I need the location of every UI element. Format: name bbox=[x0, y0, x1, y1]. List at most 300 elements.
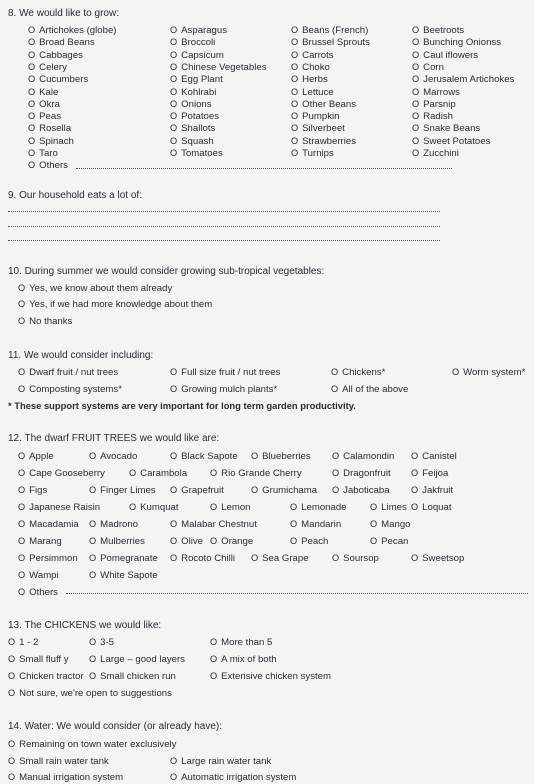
option-label: Grumichama bbox=[262, 485, 318, 496]
checkbox-circle-icon[interactable]: O bbox=[89, 451, 97, 461]
option-label: Kale bbox=[39, 87, 59, 98]
option-checkbox[interactable] bbox=[170, 771, 296, 784]
option-checkbox[interactable] bbox=[332, 467, 391, 480]
checkbox-circle-icon[interactable]: O bbox=[170, 367, 178, 377]
option-label: Chinese Vegetables bbox=[181, 62, 267, 73]
option-checkbox[interactable] bbox=[28, 73, 88, 86]
option-checkbox[interactable] bbox=[170, 755, 271, 768]
checkbox-circle-icon[interactable]: O bbox=[28, 123, 36, 133]
checkbox-circle-icon[interactable]: O bbox=[170, 451, 178, 461]
option-label: Herbs bbox=[302, 74, 328, 85]
checkbox-circle-icon[interactable]: O bbox=[28, 148, 36, 158]
checkbox-circle-icon[interactable]: O bbox=[89, 654, 97, 664]
option-checkbox[interactable] bbox=[331, 383, 408, 396]
q13-title: 13. The CHICKENS we would like: bbox=[8, 620, 162, 631]
option-checkbox[interactable] bbox=[89, 518, 138, 531]
option-label: Caul iflowers bbox=[423, 50, 479, 61]
option-checkbox[interactable] bbox=[370, 501, 407, 514]
option-checkbox[interactable] bbox=[291, 122, 345, 135]
option-label: Others bbox=[39, 160, 68, 171]
option-label: Zucchini bbox=[423, 148, 459, 159]
checkbox-circle-icon[interactable]: O bbox=[170, 62, 178, 72]
checkbox-circle-icon[interactable]: O bbox=[332, 485, 340, 495]
checkbox-circle-icon[interactable]: O bbox=[170, 111, 178, 121]
checkbox-circle-icon[interactable]: O bbox=[28, 99, 36, 109]
option-checkbox[interactable] bbox=[170, 366, 280, 379]
option-label: Others bbox=[29, 587, 58, 598]
checkbox-circle-icon[interactable]: O bbox=[8, 671, 16, 681]
option-label: Turnips bbox=[302, 148, 334, 159]
option-checkbox[interactable] bbox=[18, 518, 79, 531]
checkbox-circle-icon[interactable]: O bbox=[290, 502, 298, 512]
checkbox-circle-icon[interactable]: O bbox=[129, 502, 137, 512]
option-checkbox[interactable] bbox=[18, 501, 100, 514]
option-label: Beetroots bbox=[423, 25, 465, 36]
option-checkbox[interactable] bbox=[89, 670, 176, 683]
checkbox-circle-icon[interactable]: O bbox=[251, 553, 259, 563]
checkbox-circle-icon[interactable]: O bbox=[210, 536, 218, 546]
option-label: Rocoto Chilli bbox=[181, 553, 236, 564]
option-label: No thanks bbox=[29, 316, 73, 327]
checkbox-circle-icon[interactable]: O bbox=[18, 485, 26, 495]
checkbox-circle-icon[interactable]: O bbox=[291, 50, 299, 60]
option-checkbox[interactable] bbox=[290, 535, 328, 548]
option-label: Peach bbox=[301, 536, 329, 547]
checkbox-circle-icon[interactable]: O bbox=[370, 502, 378, 512]
checkbox-circle-icon[interactable]: O bbox=[170, 772, 178, 782]
option-label: Squash bbox=[181, 136, 214, 147]
option-checkbox[interactable] bbox=[210, 467, 302, 480]
q9-answer-line-3[interactable] bbox=[8, 240, 440, 241]
checkbox-circle-icon[interactable]: O bbox=[170, 485, 178, 495]
option-label: Jerusalem Artichokes bbox=[423, 74, 515, 85]
checkbox-circle-icon[interactable]: O bbox=[170, 74, 178, 84]
checkbox-circle-icon[interactable]: O bbox=[28, 37, 36, 47]
option-label: More than 5 bbox=[221, 637, 273, 648]
checkbox-circle-icon[interactable]: O bbox=[210, 637, 218, 647]
checkbox-circle-icon[interactable]: O bbox=[8, 772, 16, 782]
option-label: Manual irrigation system bbox=[19, 772, 124, 783]
checkbox-circle-icon[interactable]: O bbox=[411, 502, 419, 512]
option-checkbox[interactable] bbox=[251, 552, 309, 565]
option-checkbox[interactable] bbox=[8, 636, 38, 649]
checkbox-circle-icon[interactable]: O bbox=[18, 384, 26, 394]
option-checkbox[interactable] bbox=[210, 636, 272, 649]
option-checkbox[interactable] bbox=[332, 484, 390, 497]
option-checkbox[interactable] bbox=[18, 484, 47, 497]
checkbox-circle-icon[interactable]: O bbox=[170, 50, 178, 60]
option-checkbox[interactable] bbox=[8, 755, 109, 768]
option-label: Not sure, we're open to suggestions bbox=[19, 688, 172, 699]
option-checkbox[interactable] bbox=[412, 147, 459, 160]
option-label: Grapefruit bbox=[181, 485, 224, 496]
checkbox-circle-icon[interactable]: O bbox=[411, 485, 419, 495]
option-checkbox[interactable] bbox=[290, 518, 341, 531]
checkbox-circle-icon[interactable]: O bbox=[210, 671, 218, 681]
checkbox-circle-icon[interactable]: O bbox=[411, 468, 419, 478]
option-label: Kumquat bbox=[140, 502, 179, 513]
checkbox-circle-icon[interactable]: O bbox=[89, 519, 97, 529]
checkbox-circle-icon[interactable]: O bbox=[210, 468, 218, 478]
option-label: Wampi bbox=[29, 570, 59, 581]
checkbox-circle-icon[interactable]: O bbox=[170, 756, 178, 766]
checkbox-circle-icon[interactable]: O bbox=[89, 553, 97, 563]
option-label: Mandarin bbox=[301, 519, 342, 530]
option-label: All of the above bbox=[342, 384, 409, 395]
option-label: Strawberries bbox=[302, 136, 357, 147]
option-label: Beans (French) bbox=[302, 25, 369, 36]
checkbox-circle-icon[interactable]: O bbox=[8, 654, 16, 664]
checkbox-circle-icon[interactable]: O bbox=[170, 25, 178, 35]
checkbox-circle-icon[interactable]: O bbox=[89, 536, 97, 546]
option-checkbox[interactable] bbox=[411, 450, 457, 463]
option-label: Dragonfruit bbox=[343, 468, 391, 479]
option-label: Rio Grande Cherry bbox=[221, 468, 302, 479]
option-checkbox[interactable] bbox=[332, 552, 379, 565]
checkbox-circle-icon[interactable]: O bbox=[332, 468, 340, 478]
checkbox-circle-icon[interactable]: O bbox=[452, 367, 460, 377]
option-label: Pecan bbox=[381, 536, 409, 547]
checkbox-circle-icon[interactable]: O bbox=[8, 637, 16, 647]
checkbox-circle-icon[interactable]: O bbox=[28, 160, 36, 170]
option-checkbox[interactable] bbox=[291, 73, 328, 86]
checkbox-circle-icon[interactable]: O bbox=[412, 25, 420, 35]
option-label: Bunching Onionss bbox=[423, 37, 502, 48]
q10-title: 10. During summer we would consider growing sub-tropical vegetables: bbox=[8, 266, 325, 277]
checkbox-circle-icon[interactable]: O bbox=[370, 536, 378, 546]
checkbox-circle-icon[interactable]: O bbox=[332, 553, 340, 563]
checkbox-circle-icon[interactable]: O bbox=[18, 316, 26, 326]
option-label: Large – good layers bbox=[100, 654, 185, 665]
checkbox-circle-icon[interactable]: O bbox=[370, 519, 378, 529]
checkbox-circle-icon[interactable]: O bbox=[18, 283, 26, 293]
q9-title: 9. Our household eats a lot of: bbox=[8, 190, 142, 201]
checkbox-circle-icon[interactable]: O bbox=[291, 99, 299, 109]
option-label: Sweet Potatoes bbox=[423, 136, 491, 147]
option-label: 3-5 bbox=[100, 637, 115, 648]
option-label: Kohlrabi bbox=[181, 87, 217, 98]
checkbox-circle-icon[interactable]: O bbox=[411, 451, 419, 461]
option-checkbox[interactable] bbox=[412, 122, 480, 135]
option-checkbox[interactable] bbox=[170, 484, 224, 497]
q11-note: * These support systems are very important for long term garden productivity. bbox=[8, 400, 356, 411]
option-checkbox[interactable] bbox=[210, 501, 251, 514]
option-label: Dwarf fruit / nut trees bbox=[29, 367, 119, 378]
option-checkbox[interactable] bbox=[89, 636, 114, 649]
checkbox-circle-icon[interactable]: O bbox=[412, 62, 420, 72]
option-label: White Sapote bbox=[100, 570, 158, 581]
checkbox-circle-icon[interactable]: O bbox=[170, 553, 178, 563]
checkbox-circle-icon[interactable]: O bbox=[170, 99, 178, 109]
checkbox-circle-icon[interactable]: O bbox=[412, 99, 420, 109]
option-checkbox[interactable] bbox=[290, 501, 347, 514]
option-checkbox[interactable] bbox=[452, 366, 525, 379]
option-label: Jaboticaba bbox=[343, 485, 390, 496]
option-label: Marang bbox=[29, 536, 62, 547]
checkbox-circle-icon[interactable]: O bbox=[18, 299, 26, 309]
checkbox-circle-icon[interactable]: O bbox=[170, 536, 178, 546]
checkbox-circle-icon[interactable]: O bbox=[331, 384, 339, 394]
option-checkbox[interactable] bbox=[411, 501, 452, 514]
option-label: Soursop bbox=[343, 553, 379, 564]
option-label: Jakfruit bbox=[422, 485, 454, 496]
checkbox-circle-icon[interactable]: O bbox=[251, 485, 259, 495]
checkbox-circle-icon[interactable]: O bbox=[28, 136, 36, 146]
option-checkbox[interactable] bbox=[89, 484, 156, 497]
option-label: Growing mulch plants* bbox=[181, 384, 278, 395]
option-label: Pomegranate bbox=[100, 553, 158, 564]
checkbox-circle-icon[interactable]: O bbox=[412, 136, 420, 146]
option-label: Persimmon bbox=[29, 553, 78, 564]
option-checkbox[interactable] bbox=[251, 484, 317, 497]
checkbox-circle-icon[interactable]: O bbox=[170, 37, 178, 47]
option-checkbox[interactable] bbox=[370, 535, 408, 548]
option-checkbox[interactable] bbox=[170, 383, 277, 396]
option-label: Apple bbox=[29, 451, 54, 462]
option-checkbox[interactable] bbox=[170, 518, 257, 531]
option-label: Malabar Chestnut bbox=[181, 519, 257, 530]
checkbox-circle-icon[interactable]: O bbox=[412, 148, 420, 158]
option-checkbox[interactable] bbox=[331, 366, 385, 379]
option-label: Parsnip bbox=[423, 99, 456, 110]
checkbox-circle-icon[interactable]: O bbox=[291, 25, 299, 35]
checkbox-circle-icon[interactable]: O bbox=[89, 637, 97, 647]
option-label: Yes, if we had more knowledge about them bbox=[29, 299, 213, 310]
checkbox-circle-icon[interactable]: O bbox=[170, 148, 178, 158]
option-checkbox[interactable] bbox=[170, 552, 235, 565]
option-label: Peas bbox=[39, 111, 62, 122]
checkbox-circle-icon[interactable]: O bbox=[412, 87, 420, 97]
option-label: Choko bbox=[302, 62, 330, 73]
checkbox-circle-icon[interactable]: O bbox=[18, 553, 26, 563]
option-checkbox[interactable] bbox=[412, 36, 501, 49]
option-checkbox[interactable] bbox=[170, 535, 203, 548]
option-label: Rosella bbox=[39, 123, 72, 134]
option-checkbox[interactable] bbox=[8, 771, 123, 784]
option-label: Automatic irrigation system bbox=[181, 772, 297, 783]
option-label: A mix of both bbox=[221, 654, 277, 665]
checkbox-circle-icon[interactable]: O bbox=[89, 485, 97, 495]
option-checkbox[interactable] bbox=[89, 552, 158, 565]
checkbox-circle-icon[interactable]: O bbox=[331, 367, 339, 377]
option-checkbox[interactable] bbox=[89, 535, 145, 548]
option-checkbox[interactable] bbox=[291, 147, 334, 160]
option-label: Blueberries bbox=[262, 451, 311, 462]
checkbox-circle-icon[interactable]: O bbox=[412, 74, 420, 84]
option-label: Sweetsop bbox=[422, 553, 465, 564]
option-label: Broccoli bbox=[181, 37, 216, 48]
option-label: Figs bbox=[29, 485, 48, 496]
option-checkbox[interactable] bbox=[251, 450, 311, 463]
checkbox-circle-icon[interactable]: O bbox=[8, 739, 16, 749]
option-label: Worm system* bbox=[463, 367, 526, 378]
option-checkbox[interactable] bbox=[89, 450, 137, 463]
option-checkbox[interactable] bbox=[28, 36, 95, 49]
option-label: Egg Plant bbox=[181, 74, 223, 85]
q9-answer-line-2[interactable] bbox=[8, 226, 440, 227]
option-label: Small fluff y bbox=[19, 654, 69, 665]
checkbox-circle-icon[interactable]: O bbox=[290, 536, 298, 546]
checkbox-circle-icon[interactable]: O bbox=[8, 756, 16, 766]
checkbox-circle-icon[interactable]: O bbox=[18, 519, 26, 529]
option-checkbox[interactable] bbox=[18, 586, 58, 599]
checkbox-circle-icon[interactable]: O bbox=[412, 37, 420, 47]
option-checkbox[interactable] bbox=[129, 467, 187, 480]
option-checkbox[interactable] bbox=[332, 450, 394, 463]
option-checkbox[interactable] bbox=[18, 282, 172, 295]
checkbox-circle-icon[interactable]: O bbox=[251, 451, 259, 461]
checkbox-circle-icon[interactable]: O bbox=[412, 50, 420, 60]
option-checkbox[interactable] bbox=[18, 315, 72, 328]
option-label: 1 - 2 bbox=[19, 637, 39, 648]
checkbox-circle-icon[interactable]: O bbox=[28, 111, 36, 121]
option-label: Capsicum bbox=[181, 50, 224, 61]
checkbox-circle-icon[interactable]: O bbox=[291, 74, 299, 84]
option-label: Other Beans bbox=[302, 99, 357, 110]
option-checkbox[interactable] bbox=[18, 535, 62, 548]
checkbox-circle-icon[interactable]: O bbox=[290, 519, 298, 529]
option-checkbox[interactable] bbox=[89, 653, 185, 666]
option-checkbox[interactable] bbox=[129, 501, 179, 514]
option-label: Okra bbox=[39, 99, 60, 110]
checkbox-circle-icon[interactable]: O bbox=[412, 123, 420, 133]
option-checkbox[interactable] bbox=[210, 653, 277, 666]
checkbox-circle-icon[interactable]: O bbox=[412, 111, 420, 121]
option-checkbox[interactable] bbox=[412, 73, 514, 86]
option-label: Tomatoes bbox=[181, 148, 223, 159]
checkbox-circle-icon[interactable]: O bbox=[28, 74, 36, 84]
option-label: Limes bbox=[381, 502, 407, 513]
option-label: Radish bbox=[423, 111, 454, 122]
option-label: Carambola bbox=[140, 468, 188, 479]
checkbox-circle-icon[interactable]: O bbox=[291, 123, 299, 133]
option-checkbox[interactable] bbox=[18, 383, 122, 396]
q9-answer-line-1[interactable] bbox=[8, 211, 440, 212]
option-label: Yes, we know about them already bbox=[29, 283, 173, 294]
checkbox-circle-icon[interactable]: O bbox=[28, 50, 36, 60]
option-checkbox[interactable] bbox=[170, 36, 215, 49]
option-label: Loquat bbox=[422, 502, 452, 513]
checkbox-circle-icon[interactable]: O bbox=[8, 688, 16, 698]
checkbox-circle-icon[interactable]: O bbox=[170, 136, 178, 146]
option-checkbox[interactable] bbox=[8, 670, 84, 683]
option-checkbox[interactable] bbox=[170, 73, 223, 86]
option-label: Potatoes bbox=[181, 111, 220, 122]
option-checkbox[interactable] bbox=[411, 552, 464, 565]
checkbox-circle-icon[interactable]: O bbox=[170, 384, 178, 394]
checkbox-circle-icon[interactable]: O bbox=[291, 87, 299, 97]
option-label: Lettuce bbox=[302, 87, 334, 98]
option-checkbox[interactable] bbox=[291, 36, 370, 49]
checkbox-circle-icon[interactable]: O bbox=[291, 62, 299, 72]
option-label: Lemon bbox=[221, 502, 251, 513]
option-checkbox[interactable] bbox=[411, 484, 453, 497]
option-checkbox[interactable] bbox=[18, 366, 118, 379]
option-checkbox[interactable] bbox=[18, 450, 54, 463]
checkbox-circle-icon[interactable]: O bbox=[18, 536, 26, 546]
checkbox-circle-icon[interactable]: O bbox=[28, 25, 36, 35]
option-label: Small chicken run bbox=[100, 671, 176, 682]
checkbox-circle-icon[interactable]: O bbox=[291, 37, 299, 47]
checkbox-circle-icon[interactable]: O bbox=[411, 553, 419, 563]
option-checkbox[interactable] bbox=[8, 653, 69, 666]
checkbox-circle-icon[interactable]: O bbox=[28, 87, 36, 97]
option-label: Small rain water tank bbox=[19, 756, 109, 767]
option-checkbox[interactable] bbox=[210, 670, 331, 683]
checkbox-circle-icon[interactable]: O bbox=[28, 62, 36, 72]
option-label: Silverbeet bbox=[302, 123, 345, 134]
option-label: Chickens* bbox=[342, 367, 386, 378]
q8-title: 8. We would like to grow: bbox=[8, 8, 119, 19]
checkbox-circle-icon[interactable]: O bbox=[332, 451, 340, 461]
q12-title: 12. The dwarf FRUIT TREES we would like are: bbox=[8, 433, 220, 444]
option-label: Marrows bbox=[423, 87, 460, 98]
option-label: Full size fruit / nut trees bbox=[181, 367, 281, 378]
q11-title: 11. We would consider including: bbox=[8, 350, 154, 361]
option-checkbox[interactable] bbox=[170, 450, 238, 463]
option-label: Snake Beans bbox=[423, 123, 481, 134]
option-checkbox[interactable] bbox=[170, 147, 223, 160]
option-label: Artichokes (globe) bbox=[39, 25, 117, 36]
checkbox-circle-icon[interactable]: O bbox=[291, 136, 299, 146]
option-label: Lemonade bbox=[301, 502, 347, 513]
option-checkbox[interactable] bbox=[28, 159, 68, 172]
option-label: Cabbages bbox=[39, 50, 83, 61]
option-label: Avocado bbox=[100, 451, 138, 462]
checkbox-circle-icon[interactable]: O bbox=[18, 570, 26, 580]
checkbox-circle-icon[interactable]: O bbox=[89, 570, 97, 580]
option-checkbox[interactable] bbox=[18, 467, 105, 480]
checkbox-circle-icon[interactable]: O bbox=[89, 671, 97, 681]
option-label: Canistel bbox=[422, 451, 457, 462]
checkbox-circle-icon[interactable]: O bbox=[18, 367, 26, 377]
checkbox-circle-icon[interactable]: O bbox=[210, 502, 218, 512]
option-label: Orange bbox=[221, 536, 254, 547]
option-checkbox[interactable] bbox=[89, 569, 158, 582]
option-checkbox[interactable] bbox=[18, 569, 59, 582]
option-checkbox[interactable] bbox=[370, 518, 411, 531]
option-label: Japanese Raisin bbox=[29, 502, 101, 513]
checkbox-circle-icon[interactable]: O bbox=[170, 123, 178, 133]
option-checkbox[interactable] bbox=[8, 687, 172, 700]
option-checkbox[interactable] bbox=[210, 535, 253, 548]
option-label: Onions bbox=[181, 99, 212, 110]
checkbox-circle-icon[interactable]: O bbox=[291, 111, 299, 121]
option-label: Calamondin bbox=[343, 451, 395, 462]
option-label: Macadamia bbox=[29, 519, 79, 530]
option-checkbox[interactable] bbox=[28, 122, 71, 135]
checkbox-circle-icon[interactable]: O bbox=[170, 519, 178, 529]
q8-others-line[interactable] bbox=[76, 168, 452, 169]
q12-others-line[interactable] bbox=[66, 593, 528, 594]
checkbox-circle-icon[interactable]: O bbox=[129, 468, 137, 478]
checkbox-circle-icon[interactable]: O bbox=[18, 468, 26, 478]
option-label: Spinach bbox=[39, 136, 74, 147]
option-label: Extensive chicken system bbox=[221, 671, 331, 682]
option-checkbox[interactable] bbox=[411, 467, 448, 480]
checkbox-circle-icon[interactable]: O bbox=[291, 148, 299, 158]
checkbox-circle-icon[interactable]: O bbox=[210, 654, 218, 664]
option-checkbox[interactable] bbox=[170, 122, 215, 135]
option-checkbox[interactable] bbox=[18, 298, 212, 311]
checkbox-circle-icon[interactable]: O bbox=[170, 87, 178, 97]
option-checkbox[interactable] bbox=[8, 738, 176, 751]
option-label: Cape Gooseberry bbox=[29, 468, 105, 479]
checkbox-circle-icon[interactable]: O bbox=[18, 502, 26, 512]
checkbox-circle-icon[interactable]: O bbox=[18, 451, 26, 461]
option-checkbox[interactable] bbox=[18, 552, 78, 565]
checkbox-circle-icon[interactable]: O bbox=[18, 587, 26, 597]
